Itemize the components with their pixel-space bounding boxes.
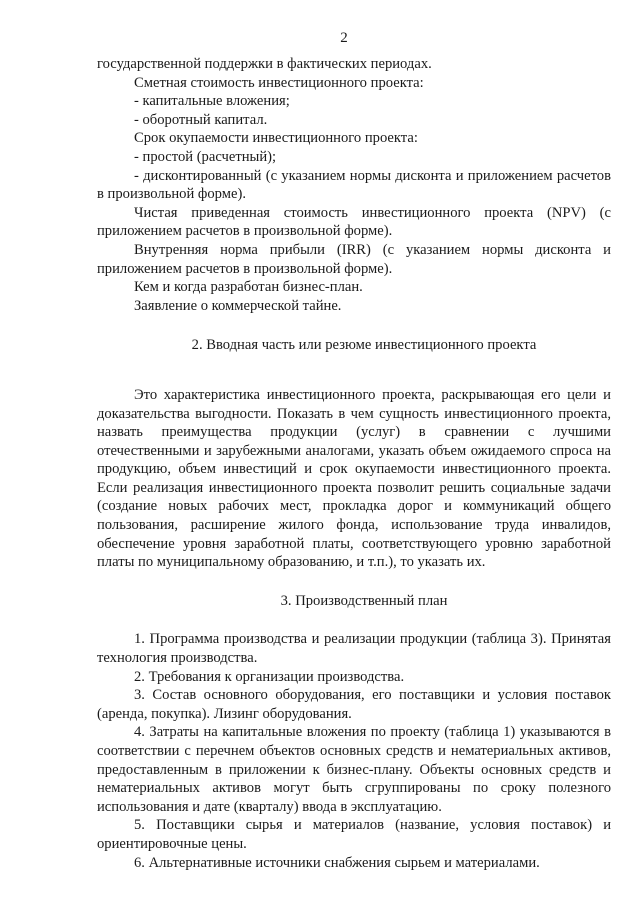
list-item: 4. Затраты на капитальные вложения по проекту (таблица 1) указываются в соответствии с перечнем объектов основных средств и нематериальных активов, предоставленным в приложении к бизнес-плану. Объекты основных средств и нематериальных активов могут быть сгруппированы по сроку полезного использования и дате (кварталу) ввода в эксплуатацию. xyxy=(97,724,611,815)
page-number: 2 xyxy=(340,30,348,46)
intro-line: - капитальные вложения; xyxy=(134,93,290,110)
list-item: 6. Альтернативные источники снабжения сырьем и материалами. xyxy=(134,854,540,871)
section-2-heading: 2. Вводная часть или резюме инвестиционного проекта xyxy=(191,337,537,354)
section-3-list xyxy=(97,630,611,872)
section-3-heading: 3. Производственный план xyxy=(280,592,448,609)
intro-line: Срок окупаемости инвестиционного проекта: xyxy=(134,130,418,147)
intro-line: Сметная стоимость инвестиционного проекта: xyxy=(134,74,424,91)
list-item: 2. Требования к организации производства. xyxy=(134,668,405,685)
document-body xyxy=(97,55,611,872)
intro-line: Чистая приведенная стоимость инвестиционного проекта (NPV) (с приложением расчетов в произвольной форме). xyxy=(97,204,611,240)
intro-line: государственной поддержки в фактических периодах. xyxy=(97,56,432,72)
list-item: 3. Состав основного оборудования, его поставщики и условия поставок (аренда, покупка). Лизинг оборудования. xyxy=(97,687,611,722)
intro-line: - простой (расчетный); xyxy=(134,148,277,165)
intro-line: Кем и когда разработан бизнес-план. xyxy=(134,279,363,296)
intro-line: - дисконтированный (с указанием нормы дисконта и приложением расчетов в произвольной форме). xyxy=(97,167,611,203)
list-item: 1. Программа производства и реализации продукции (таблица 3). Принятая технология производства. xyxy=(97,631,611,667)
intro-line: Внутренняя норма прибыли (IRR) (с указанием нормы дисконта и приложением расчетов в произвольной форме). xyxy=(97,241,611,277)
intro-line: - оборотный капитал. xyxy=(134,111,268,128)
section-2-paragraph: Это характеристика инвестиционного проекта, раскрывающая его цели и доказательства выгодности. Показать в чем сущность инвестиционного проекта, назвать преимущества продукции (услуг) в сравнении с лучшими отечественными и зарубежными аналогами, указать объем ожидаемого спроса на продукцию, объем инвестиций и срок окупаемости инвестиционного проекта. Если реализация инвестиционного проекта позволит решить социальные задачи (создание новых рабочих мест, прокладка дорог и коммуникаций общего пользования, расширение жилого фонда, использование труда инвалидов, обеспечение уровня заработной платы, соответствующего уровню заработной платы по муниципальному образованию, и т.п.), то указать их. xyxy=(97,386,611,571)
list-item: 5. Поставщики сырья и материалов (название, условия поставок) и ориентировочные цены. xyxy=(97,817,611,852)
intro-line: Заявление о коммерческой тайне. xyxy=(134,297,342,314)
